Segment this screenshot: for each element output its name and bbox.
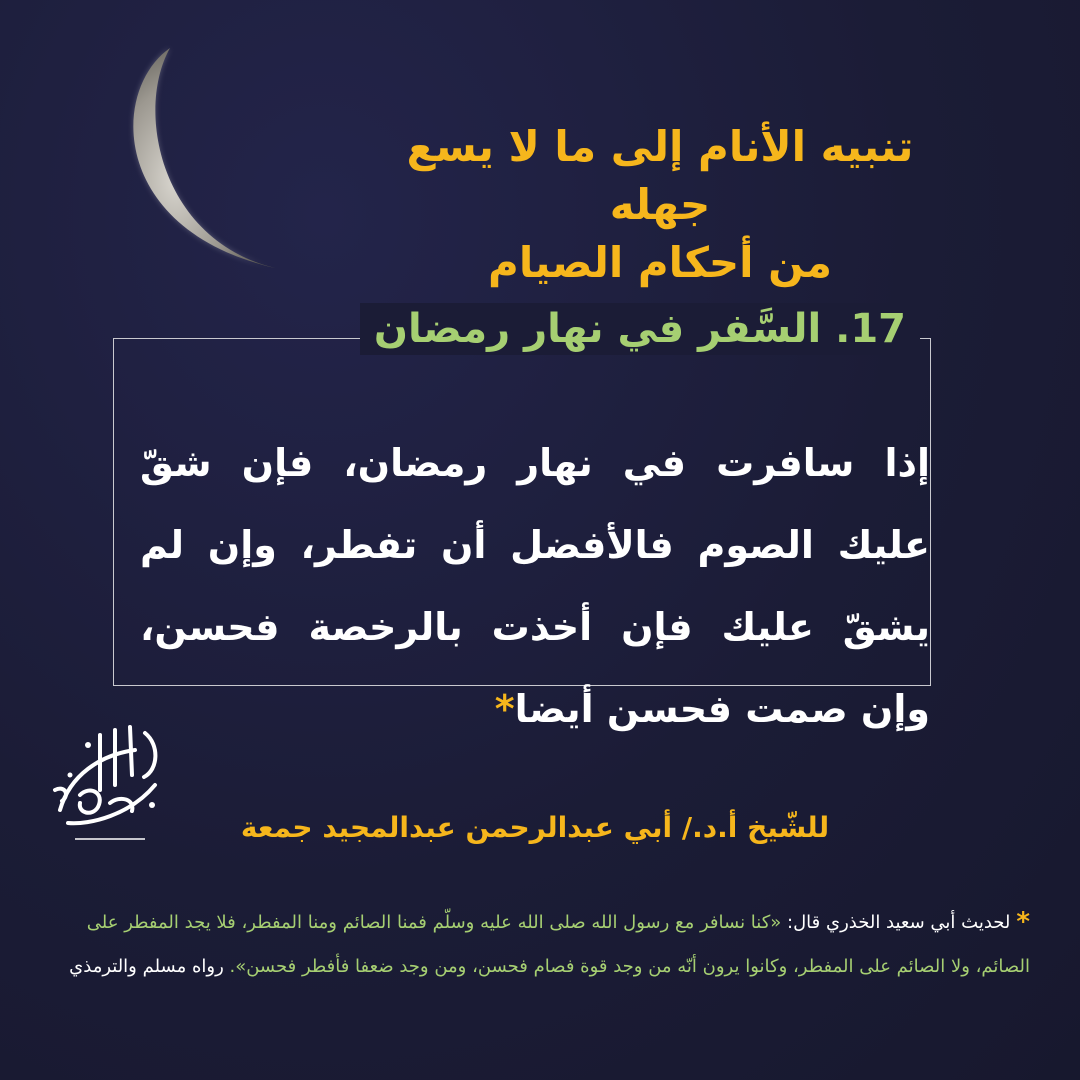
title-line-2: من أحكام الصيام <box>488 238 832 287</box>
ruling-text <box>140 422 930 750</box>
section-heading: 17. السَّفر في نهار رمضان <box>360 303 920 355</box>
asterisk-marker: * <box>494 687 515 731</box>
author-credit: للشّيخ أ.د./ أبي عبدالرحمن عبدالمجيد جمعة <box>240 811 830 844</box>
page-title <box>380 118 940 292</box>
crescent-moon-icon <box>100 40 290 280</box>
title-line-1: تنبيه الأنام إلى ما لا يسع جهله <box>406 122 914 229</box>
calligraphy-seal-icon <box>40 715 180 855</box>
footnote-intro: لحديث أبي سعيد الخذري قال: <box>781 912 1011 933</box>
ruling-text-body: إذا سافرت في نهار رمضان، فإن شقّ عليك الصوم فالأفضل أن تفطر، وإن لم يشقّ عليك فإن أخذت بالرخصة فحسن، وإن صمت فحسن أيضا <box>140 441 930 731</box>
footnote <box>50 900 1030 989</box>
footnote-hadith-quote: «كنا نسافر مع رسول الله صلى الله عليه وسلّم فمنا الصائم ومنا المفطر، فلا يجد المفطر على الصائم، ولا الصائم على المفطر، وكانوا يرون أنّه من وجد قوة فصام فحسن، ومن وجد ضعفا فأفطر فحسن». <box>86 912 1030 977</box>
footnote-marker: * <box>1016 907 1030 937</box>
footnote-source: رواه مسلم والترمذي <box>69 956 230 977</box>
